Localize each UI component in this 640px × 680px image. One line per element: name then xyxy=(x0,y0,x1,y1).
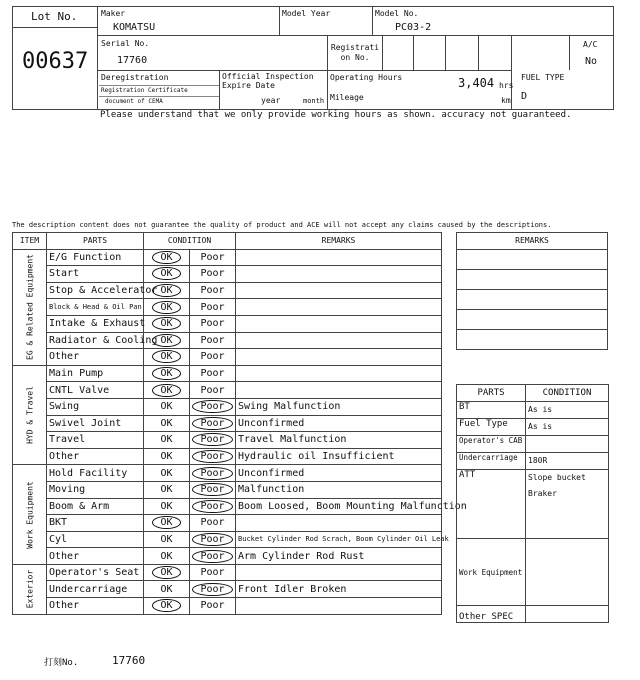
spec-part: ATT xyxy=(457,470,526,539)
condition-poor: Poor xyxy=(192,550,232,563)
remark xyxy=(236,282,442,299)
spec-condition: Slope bucket Braker xyxy=(526,470,609,539)
remark: Front Idler Broken xyxy=(236,581,442,598)
remark xyxy=(236,382,442,399)
spec-row xyxy=(457,606,609,623)
table-row xyxy=(13,465,442,482)
condition-poor-cell xyxy=(190,349,236,366)
remarks-row xyxy=(457,329,608,349)
remarks-row xyxy=(457,249,608,269)
item-group-label: Exterior xyxy=(25,570,34,609)
condition-ok-cell xyxy=(144,531,190,548)
condition-ok: OK xyxy=(152,516,180,529)
remark xyxy=(236,249,442,266)
remark xyxy=(236,365,442,382)
spec-part: Work Equipment xyxy=(457,539,526,606)
condition-poor: Poor xyxy=(200,567,225,579)
stamp-label: 打刻No. xyxy=(44,658,79,668)
table-row xyxy=(13,564,442,581)
condition-ok: OK xyxy=(152,251,180,264)
condition-poor: Poor xyxy=(192,417,232,430)
remark xyxy=(236,299,442,316)
spec-condition xyxy=(526,436,609,453)
condition-ok: OK xyxy=(160,451,173,463)
month-label: month xyxy=(303,97,325,105)
remark xyxy=(236,332,442,349)
condition-poor-cell xyxy=(190,299,236,316)
condition-poor-cell xyxy=(190,531,236,548)
condition-poor: Poor xyxy=(192,500,232,513)
ac-value: No xyxy=(585,56,598,67)
table-row xyxy=(13,266,442,283)
fuel-type-label: FUEL TYPE xyxy=(521,73,565,82)
condition-poor: Poor xyxy=(192,433,232,446)
condition-poor: Poor xyxy=(192,533,232,546)
spec-parts-header: PARTS xyxy=(457,385,526,402)
condition-poor: Poor xyxy=(200,351,225,363)
table-row xyxy=(13,365,442,382)
remark: Travel Malfunction xyxy=(236,432,442,449)
condition-poor-cell xyxy=(190,365,236,382)
table-row xyxy=(13,481,442,498)
divider xyxy=(99,85,219,86)
cema-label: document of CEMA xyxy=(105,98,163,105)
remarks-row xyxy=(457,269,608,289)
condition-ok-cell xyxy=(144,266,190,283)
parts-header: PARTS xyxy=(47,233,144,250)
part-name: BKT xyxy=(47,515,144,532)
condition-poor: Poor xyxy=(200,301,225,313)
condition-ok-cell xyxy=(144,365,190,382)
condition-ok: OK xyxy=(160,401,173,413)
part-name: Start xyxy=(47,266,144,283)
table-row xyxy=(13,581,442,598)
condition-ok: OK xyxy=(152,599,180,612)
remark: Malfunction xyxy=(236,481,442,498)
condition-poor: Poor xyxy=(200,368,225,380)
model-no-label: Model No. xyxy=(375,9,419,18)
table-row xyxy=(13,432,442,449)
condition-ok-cell xyxy=(144,515,190,532)
condition-poor: Poor xyxy=(200,251,225,263)
table-row xyxy=(13,249,442,266)
remark: Bucket Cylinder Rod Scrach, Boom Cylinder Oil Leak xyxy=(236,531,442,548)
condition-poor: Poor xyxy=(192,450,232,463)
item-group-label: EG & Related Equipment xyxy=(25,254,34,361)
vehicle-info-header xyxy=(12,6,614,110)
part-name: Travel xyxy=(47,432,144,449)
part-name: Other xyxy=(47,448,144,465)
year-label: year xyxy=(261,96,281,105)
remark: Hydraulic oil Insufficient xyxy=(236,448,442,465)
remark xyxy=(236,349,442,366)
item-group-cell xyxy=(13,564,47,614)
condition-poor-cell xyxy=(190,382,236,399)
part-name: Block & Head & Oil Pan xyxy=(47,299,144,316)
remark: Arm Cylinder Rod Rust xyxy=(236,548,442,565)
table-row xyxy=(13,382,442,399)
remark: Boom Loosed, Boom Mounting Malfunction xyxy=(236,498,442,515)
condition-ok: OK xyxy=(152,334,180,347)
remark: Swing Malfunction xyxy=(236,398,442,415)
condition-poor-cell xyxy=(190,432,236,449)
condition-ok: OK xyxy=(160,583,173,595)
condition-ok: OK xyxy=(152,384,180,397)
deregistration-label: Deregistration xyxy=(101,73,169,82)
spec-condition xyxy=(526,539,609,606)
part-name: Cyl xyxy=(47,531,144,548)
operating-hours-label: Operating Hours xyxy=(330,73,403,82)
condition-ok-cell xyxy=(144,249,190,266)
remark: Unconfirmed xyxy=(236,465,442,482)
part-name: Moving xyxy=(47,481,144,498)
condition-poor-cell xyxy=(190,249,236,266)
spec-part: Undercarriage xyxy=(457,453,526,470)
condition-ok-cell xyxy=(144,315,190,332)
condition-poor-cell xyxy=(190,448,236,465)
condition-ok-cell xyxy=(144,548,190,565)
serial-label: Serial No. xyxy=(101,39,150,48)
remarks-header: REMARKS xyxy=(236,233,442,250)
part-name: CNTL Valve xyxy=(47,382,144,399)
table-row xyxy=(13,315,442,332)
table-row xyxy=(13,531,442,548)
hours-notice: Please understand that we only provide working hours as shown. accuracy not guaranteed. xyxy=(100,110,572,120)
condition-ok: OK xyxy=(152,301,180,314)
spec-part: Other SPEC xyxy=(457,606,526,623)
part-name: Main Pump xyxy=(47,365,144,382)
condition-ok: OK xyxy=(160,434,173,446)
condition-poor-cell xyxy=(190,465,236,482)
part-name: Swing xyxy=(47,398,144,415)
part-name: Hold Facility xyxy=(47,465,144,482)
spec-condition-header: CONDITION xyxy=(526,385,609,402)
disclaimer: The description content does not guarantee the quality of product and ACE will not accept any claims caused by the descriptions. xyxy=(12,221,552,229)
condition-poor: Poor xyxy=(200,268,225,280)
condition-poor-cell xyxy=(190,266,236,283)
spec-condition xyxy=(526,606,609,623)
condition-ok: OK xyxy=(152,317,180,330)
condition-ok-cell xyxy=(144,398,190,415)
spec-part: BT xyxy=(457,402,526,419)
condition-poor-cell xyxy=(190,598,236,615)
condition-ok: OK xyxy=(152,350,180,363)
spec-table xyxy=(456,384,609,623)
part-name: Operator's Seat xyxy=(47,564,144,581)
part-name: Stop & Accelerator xyxy=(47,282,144,299)
condition-ok-cell xyxy=(144,349,190,366)
remark xyxy=(236,266,442,283)
condition-ok-cell xyxy=(144,382,190,399)
condition-ok-cell xyxy=(144,581,190,598)
maker-label: Maker xyxy=(101,9,126,18)
item-header: ITEM xyxy=(13,233,47,250)
stamp-number: 17760 xyxy=(112,654,146,667)
remark xyxy=(236,598,442,615)
table-row xyxy=(13,448,442,465)
spec-row xyxy=(457,402,609,419)
condition-ok-cell xyxy=(144,498,190,515)
spec-row xyxy=(457,436,609,453)
condition-poor-cell xyxy=(190,564,236,581)
part-name: Swivel Joint xyxy=(47,415,144,432)
spec-part: Fuel Type xyxy=(457,419,526,436)
condition-poor: Poor xyxy=(192,483,232,496)
spec-condition: 180R xyxy=(526,453,609,470)
condition-poor-cell xyxy=(190,315,236,332)
spec-row xyxy=(457,470,609,539)
condition-poor-cell xyxy=(190,481,236,498)
part-name: E/G Function xyxy=(47,249,144,266)
condition-ok: OK xyxy=(160,484,173,496)
condition-ok-cell xyxy=(144,448,190,465)
remark xyxy=(236,315,442,332)
spec-row xyxy=(457,453,609,470)
part-name: Boom & Arm xyxy=(47,498,144,515)
table-row xyxy=(13,415,442,432)
part-name: Other xyxy=(47,349,144,366)
condition-ok: OK xyxy=(152,284,180,297)
remark: Unconfirmed xyxy=(236,415,442,432)
item-group-label: Work Equipment xyxy=(25,480,34,549)
condition-poor: Poor xyxy=(192,400,232,413)
condition-ok: OK xyxy=(152,566,180,579)
condition-ok-cell xyxy=(144,299,190,316)
part-name: Intake & Exhaust xyxy=(47,315,144,332)
table-row xyxy=(13,515,442,532)
condition-poor-cell xyxy=(190,581,236,598)
item-group-label: HYD & Travel xyxy=(25,386,34,444)
ac-label: A/C xyxy=(583,40,598,49)
condition-ok: OK xyxy=(160,467,173,479)
condition-poor: Poor xyxy=(200,517,225,529)
spec-row xyxy=(457,419,609,436)
condition-poor-cell xyxy=(190,498,236,515)
condition-ok-cell xyxy=(144,598,190,615)
spec-row xyxy=(457,539,609,606)
condition-poor: Poor xyxy=(192,583,232,596)
condition-poor: Poor xyxy=(200,285,225,297)
condition-ok: OK xyxy=(152,267,180,280)
table-row xyxy=(13,598,442,615)
remarks-row xyxy=(457,289,608,309)
item-group-cell xyxy=(13,249,47,365)
remarks2-header: REMARKS xyxy=(457,233,608,250)
condition-header: CONDITION xyxy=(144,233,236,250)
km-label: km xyxy=(501,96,511,105)
divider xyxy=(99,96,219,97)
serial-value: 17760 xyxy=(117,55,148,66)
remark xyxy=(236,515,442,532)
inspection-expire-label: Official Inspection Expire Date xyxy=(222,72,314,90)
condition-ok: OK xyxy=(160,533,173,545)
lot-number: 00637 xyxy=(22,49,89,74)
condition-poor: Poor xyxy=(200,600,225,612)
part-name: Radiator & Cooling xyxy=(47,332,144,349)
condition-ok-cell xyxy=(144,432,190,449)
condition-ok-cell xyxy=(144,465,190,482)
registration-certificate-label: Registration Certificate xyxy=(101,87,188,94)
condition-ok-cell xyxy=(144,415,190,432)
condition-poor: Poor xyxy=(200,334,225,346)
condition-poor: Poor xyxy=(200,318,225,330)
maker-value: KOMATSU xyxy=(113,22,156,33)
item-group-cell xyxy=(13,365,47,465)
remark xyxy=(236,564,442,581)
lot-label: Lot No. xyxy=(31,10,78,23)
table-row xyxy=(13,398,442,415)
condition-poor: Poor xyxy=(192,467,232,480)
condition-ok: OK xyxy=(160,500,173,512)
spec-condition: As is xyxy=(526,419,609,436)
condition-poor-cell xyxy=(190,415,236,432)
condition-poor-cell xyxy=(190,548,236,565)
spec-condition: As is xyxy=(526,402,609,419)
operating-hours-value: 3,404 xyxy=(458,76,495,90)
table-row xyxy=(13,332,442,349)
condition-ok: OK xyxy=(152,367,180,380)
condition-poor: Poor xyxy=(200,384,225,396)
condition-ok: OK xyxy=(160,417,173,429)
registration-label: Registrati on No. xyxy=(330,43,380,62)
condition-ok-cell xyxy=(144,564,190,581)
condition-poor-cell xyxy=(190,398,236,415)
table-row xyxy=(13,282,442,299)
table-row xyxy=(13,548,442,565)
remarks-table xyxy=(456,232,608,350)
table-row xyxy=(13,498,442,515)
model-year-label: Model Year xyxy=(282,9,331,18)
remarks-row xyxy=(457,309,608,329)
condition-poor-cell xyxy=(190,282,236,299)
item-group-cell xyxy=(13,465,47,565)
part-name: Other xyxy=(47,548,144,565)
condition-poor-cell xyxy=(190,515,236,532)
table-row xyxy=(13,299,442,316)
condition-ok-cell xyxy=(144,481,190,498)
fuel-type-value: D xyxy=(521,91,528,102)
model-no-value: PC03-2 xyxy=(395,22,432,33)
condition-poor-cell xyxy=(190,332,236,349)
condition-ok: OK xyxy=(160,550,173,562)
spec-part: Operator's CAB xyxy=(457,436,526,453)
part-name: Other xyxy=(47,598,144,615)
part-name: Undercarriage xyxy=(47,581,144,598)
hrs-label: hrs xyxy=(499,81,514,90)
table-row xyxy=(13,349,442,366)
mileage-label: Mileage xyxy=(330,93,364,102)
